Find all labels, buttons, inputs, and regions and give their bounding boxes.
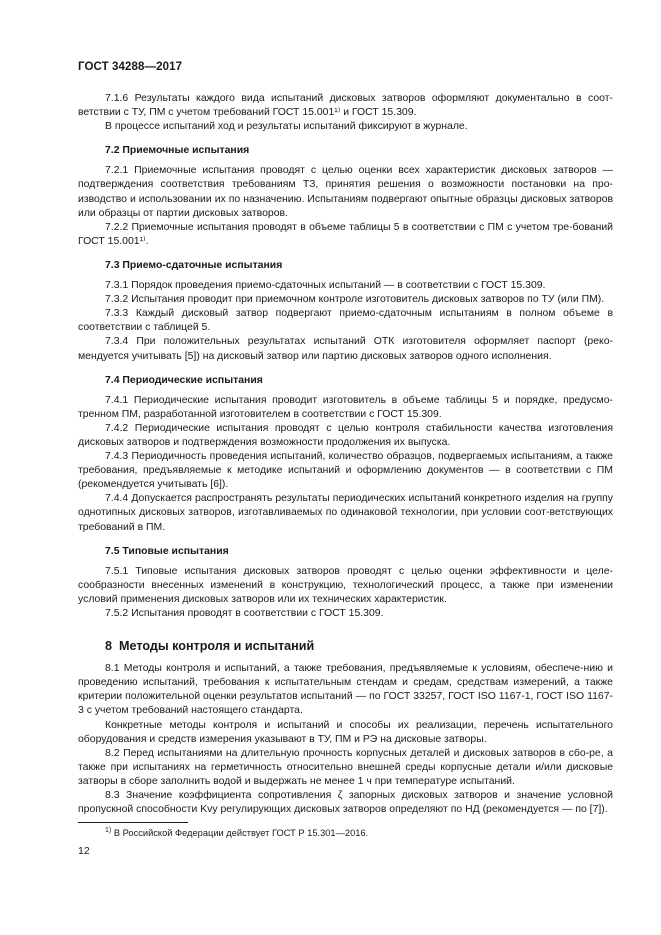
clause-text: Допускается распространять результаты периодических испытаний конкретного изделия на группу однотипных дисковых затворов, изготавливаемых по одинаковой технологии, при условии соот-ветствующих требований в ПМ. xyxy=(78,493,614,533)
standard-header: ГОСТ 34288—2017 xyxy=(78,61,183,73)
clause-text: Каждый дисковый затвор подвергают приемо-сдаточным испытаниям в полном объеме в соответствии с таблицей 5. xyxy=(78,308,613,334)
paragraph-8-3 xyxy=(78,789,613,817)
paragraph-7-2-2 xyxy=(78,221,613,249)
clause-text: Типовые испытания дисковых затворов проводят с целью оценки эффективности и целе-сообразности внесенных изменений в конструкцию, технологический процесс, а также при изменении условий применения дисковых затворов или их технических характеристик. xyxy=(78,565,613,605)
paragraph-8-2 xyxy=(78,747,613,789)
clause-number: 7.3.2 xyxy=(105,294,129,306)
section-title: Методы контроля и испытаний xyxy=(119,639,315,654)
subsection-title: Приемо-сдаточные испытания xyxy=(122,259,283,271)
clause-text: При положительных результатах испытаний ОТК изготовителя оформляет паспорт (реко-мендуется учитывать [5]) на дисковый затвор или партию дисковых затворов одного исполнения. xyxy=(78,336,613,362)
paragraph-7-5-1 xyxy=(78,565,613,607)
subsection-title: Периодические испытания xyxy=(122,374,263,386)
clause-number: 7.4.1 xyxy=(105,394,129,406)
paragraph-7-3-4 xyxy=(78,335,613,363)
clause-number: 8.3 xyxy=(105,790,120,802)
clause-number: 7.1.6 xyxy=(105,93,129,104)
clause-number: 7.5.2 xyxy=(105,608,129,619)
subsection-heading-7-3 xyxy=(78,259,613,273)
subsection-number: 7.4 xyxy=(105,374,120,386)
page-number: 12 xyxy=(78,845,90,857)
clause-number: 7.4.2 xyxy=(105,422,129,434)
clause-text: Конкретные методы контроля и испытаний и способы их реализации, перечень испытательного оборудования и средств измерения указывают в ТУ, ПМ и РЭ на дисковые затворы. xyxy=(78,719,613,745)
clause-text: Перед испытаниями на длительную прочность корпусных деталей и дисковых затворов в сбо-ре, а также при испытаниях на герметичность относительно внешней среды корпусные детали и/или дисковые затворы в сборе заполнить водой и выдержать не менее 1 ч при температуре испытаний. xyxy=(78,747,613,787)
clause-text: Порядок проведения приемо-сдаточных испытаний — в соответствии с ГОСТ 15.309. xyxy=(131,280,546,292)
clause-number: 7.4.4 xyxy=(105,493,129,505)
clause-text: Испытания проводят в соответствии с ГОСТ 15.309. xyxy=(131,608,384,619)
paragraph-7-5-2 xyxy=(78,607,613,621)
footnote xyxy=(105,828,368,838)
clause-number: 7.2.1 xyxy=(105,165,129,177)
clause-number: 7.5.1 xyxy=(105,565,129,577)
paragraph-journal xyxy=(78,120,613,134)
section-heading-8 xyxy=(78,639,613,653)
subsection-heading-7-5 xyxy=(78,545,613,559)
clause-text: Периодические испытания проводят с целью контроля стабильности качества изготовления дисковых затворов и подтверждения возможности продолжения их выпуска. xyxy=(78,422,613,448)
subsection-number: 7.2 xyxy=(105,145,120,157)
clause-text: Испытания проводит при приемочном контроле изготовитель дисковых затворов по ТУ (или ПМ). xyxy=(131,294,605,306)
paragraph-7-1-6 xyxy=(78,92,613,120)
clause-text: Приемочные испытания проводят в объеме таблицы 5 в соответствии с ПМ с учетом тре-бований ГОСТ 15.001¹⁾. xyxy=(78,221,613,247)
clause-number: 8.1 xyxy=(105,663,120,675)
paragraph-8-1-methods xyxy=(78,719,613,747)
subsection-number: 7.5 xyxy=(105,545,120,557)
footnote-divider xyxy=(78,822,188,823)
clause-text: Значение коэффициента сопротивления ζ запорных дисковых затворов и значение условной пропускной способности Kvy регулирующих дисковых затворов определяют по НД (рекомендуется — по [7]). xyxy=(78,790,614,816)
clause-number: 7.2.2 xyxy=(105,221,129,233)
subsection-heading-7-2 xyxy=(78,144,613,158)
paragraph-7-4-2 xyxy=(78,422,613,450)
clause-text: Методы контроля и испытаний, а также требования, предъявляемые к условиям, обеспече-нию и проведению испытаний, требования к испытательным стендам и средам, средствам измерений, а также критерии положительной оценки результатов испытаний — по ГОСТ 33257, ГОСТ ISO 1167-1, ГОСТ ISO 1167-3 с учетом требований настоящего стандарта. xyxy=(78,663,613,717)
footnote-text: В Российской Федерации действует ГОСТ Р 15.301—2016. xyxy=(113,828,369,838)
clause-number: 7.3.4 xyxy=(105,336,129,348)
clause-number: 7.4.3 xyxy=(105,451,129,463)
clause-text: Периодические испытания проводит изготовитель в объеме таблицы 5 и порядке, предусмо-тренном ПМ, разработанной изготовителем в соответствии с ГОСТ 15.309. xyxy=(78,394,613,420)
paragraph-8-1 xyxy=(78,662,613,718)
subsection-title: Приемочные испытания xyxy=(122,145,250,157)
paragraph-7-4-4 xyxy=(78,492,613,534)
clause-text: Приемочные испытания проводят с целью оценки всех характеристик дисковых затворов — подтверждения соответствия требованиям ТЗ, принятия решения о возможности постановки на про-изводство и использовании их по назначению. Испытаниям подвергают опытные образцы дисковых затворов или образцы от партии дисковых затворов. xyxy=(78,165,613,219)
paragraph-7-4-1 xyxy=(78,394,613,422)
clause-text: Результаты каждого вида испытаний дисковых затворов оформляют документально в соот-ветствии с ТУ, ПМ с учетом требований ГОСТ 15.001¹⁾ и ГОСТ 15.309. xyxy=(78,93,613,119)
paragraph-7-3-2 xyxy=(78,293,613,307)
clause-text: В процессе испытаний ход и результаты испытаний фиксируют в журнале. xyxy=(105,121,468,133)
subsection-heading-7-4 xyxy=(78,374,613,388)
clause-number: 7.3.1 xyxy=(105,280,129,292)
document-body xyxy=(78,92,613,817)
section-number: 8 xyxy=(105,639,113,654)
clause-number: 8.2 xyxy=(105,747,120,759)
subsection-title: Типовые испытания xyxy=(122,545,229,557)
paragraph-7-4-3 xyxy=(78,450,613,492)
clause-text: Периодичность проведения испытаний, количество образцов, подвергаемых испытаниям, а также требования, предъявляемые к методике испытаний и оформлению документов — в соответствии с ПМ (рекомендуется учитывать [6]). xyxy=(78,451,613,491)
subsection-number: 7.3 xyxy=(105,259,120,271)
footnote-mark: 1) xyxy=(105,826,112,834)
paragraph-7-2-1 xyxy=(78,164,613,220)
paragraph-7-3-1 xyxy=(78,279,613,293)
clause-number: 7.3.3 xyxy=(105,308,129,320)
paragraph-7-3-3 xyxy=(78,307,613,335)
